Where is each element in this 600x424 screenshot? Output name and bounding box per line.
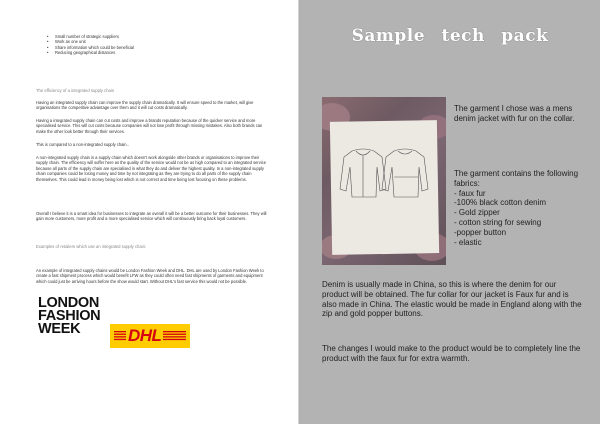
section-heading-efficiency: The efficiency of a integrated supply chain [36, 88, 115, 93]
fabric-item: -100% black cotton denim [454, 198, 547, 208]
manufacture-text: Denim is usually made in China, so this is where the denim for our product will be obtained. The fur collar for our jacket is Faux fur and is also made in China. The elastic would be made in England along with the zip and gold popper buttons. [322, 280, 582, 319]
london-fashion-week-logo: LONDON FASHION WEEK [38, 295, 101, 337]
fabric-item: - cotton string for sewing [454, 217, 542, 227]
paragraph: Having a integrated supply chain can cut costs and improve a brands reputation because of the quicker service and more specialised service. This will cut costs because companies will not lose profit through missing mistakes. Also both brands can make the other look better through their services. [36, 118, 263, 134]
tech-sketch-photo [322, 97, 446, 265]
paragraph: This is compared to a non-integrated supply chain.. [36, 142, 129, 147]
garment-intro [454, 104, 594, 124]
paragraph: Overall I believe it is a smart idea for businesses to integrate as overall it will be a better outcome for their businesses. They will gain more customers, more profit and a more specialised service which will continuously bring back loyal customers. [36, 211, 267, 222]
bullet-item: • Small number of strategic suppliers [47, 34, 134, 39]
paragraph: A non-integrated supply chain is a supply chain which doesn't work alongside other brands or organisations to improve their supply chain. The efficiency will suffer here as the quality of the service would not be as high compared to an integrated service because all parts of the supply chain are specialised in what they do and deliver the highest quality. In a non-integrated supply chain companies could be losing money and time by not integrating as they are trying to do all parts of the supply chain themselves. This could lead in money being lost which is not correct and time being lost focusing on these problems. [36, 155, 267, 182]
fabric-item: - elastic [454, 237, 482, 247]
intro-text: The garment I chose was a mens denim jacket with fur on the collar. [454, 104, 575, 123]
right-page [300, 0, 600, 424]
fabric-item: -popper button [454, 227, 507, 237]
bullet-item: • Reducing geographical distances [47, 50, 134, 55]
page-title: Sample tech pack [351, 26, 549, 46]
strategic-bullets [47, 34, 134, 56]
section-heading-examples: Examples of retailers which use an integrated supply chain: [36, 244, 147, 249]
fabric-item: - faux fur [454, 188, 486, 198]
fabrics-intro: The garment contains the following fabrics: [454, 169, 579, 188]
fabrics-block [454, 169, 594, 247]
changes-text: The changes I would make to the product would be to completely line the product with the faux fur for extra warmth. [322, 344, 581, 363]
fabric-item: - Gold zipper [454, 208, 500, 218]
bullet-item: • Work as one unit [47, 39, 134, 44]
jacket-sketch-image [322, 97, 446, 265]
changes-paragraph [322, 344, 584, 364]
manufacture-paragraph [322, 280, 584, 319]
bullet-item: • Share information which could be beneficial [47, 45, 134, 50]
paragraph: Having an integrated supply chain can improve the supply chain dramatically. It will ensure speed to the market, will give organisations the competitive advantage over them and it will cut costs dramatically. [36, 100, 254, 111]
dhl-logo: DHL [110, 324, 190, 348]
paragraph: An example of integrated supply chains would be London Fashion Week and DHL. DHL are used by London Fashion Week to create a fast shipment process which would benefit LFW as they could often need fast shipments of garments and equipment which could just be arriving hours before the show would start. Without DHL's fast service this would not be possible. [36, 268, 264, 284]
